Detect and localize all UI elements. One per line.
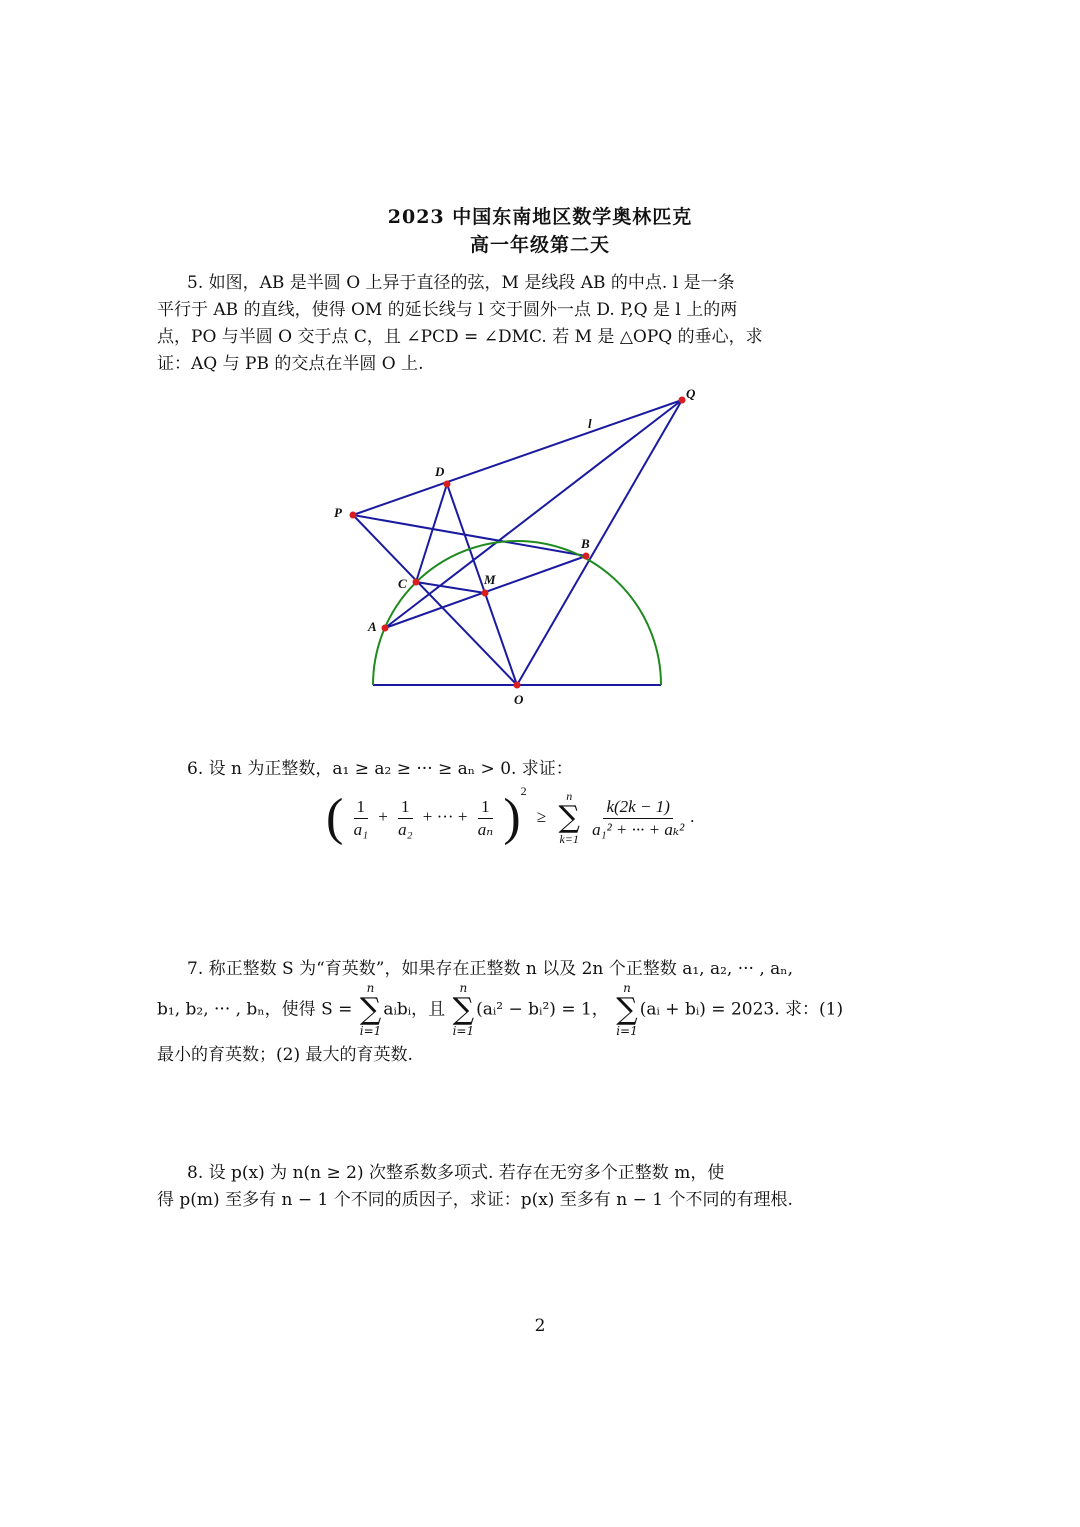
dots-sign: + ··· + <box>422 806 468 826</box>
fraction-numerator: 1 <box>398 796 413 819</box>
label-l: l <box>588 416 592 431</box>
sum-sign: ∑ <box>616 992 638 1027</box>
problem-7-line-1: 7. 称正整数 S 为“育英数”，如果存在正整数 n 以及 2n 个正整数 a₁, a₂, ··· , aₙ, <box>187 959 794 979</box>
fraction-numerator: k(2k − 1) <box>603 796 672 819</box>
problem-5-line-2: 平行于 AB 的直线，使得 OM 的延长线与 l 交于圆外一点 D. P,Q 是 l 上的两 <box>157 300 738 320</box>
right-paren: ) <box>503 789 521 846</box>
sum-sign: ∑ <box>558 800 580 835</box>
sum-lower-limit: i=1 <box>359 1024 382 1038</box>
summation-i-1 <box>360 982 382 1038</box>
problem-7-line-3 <box>157 1042 879 1069</box>
point-O <box>514 682 521 689</box>
sum-sign: ∑ <box>359 992 382 1027</box>
problem-7-text <box>157 956 879 983</box>
problem-6-intro <box>157 756 879 783</box>
fraction-1-over-a2 <box>395 796 415 841</box>
sum-upper-limit: n <box>623 981 631 995</box>
fraction-1-over-an <box>475 796 496 841</box>
left-paren: ( <box>326 789 344 846</box>
fraction-denominator: aₙ <box>477 819 494 839</box>
period: . <box>690 806 695 826</box>
point-Q <box>679 397 686 404</box>
problem-8-text <box>157 1160 879 1214</box>
problem-7-line-2 <box>157 982 879 1038</box>
point-D <box>444 481 451 488</box>
document-title: 2023 中国东南地区数学奥林匹克 <box>387 206 693 228</box>
square-exponent: 2 <box>520 784 527 799</box>
line-2-term-3: (aᵢ + bᵢ) = 2023. 求：(1) <box>639 999 844 1020</box>
fraction-numerator: 1 <box>354 796 369 819</box>
line-2-term-1: aᵢbᵢ，且 <box>383 999 446 1020</box>
point-B <box>583 553 590 560</box>
sum-upper-limit: n <box>459 981 468 995</box>
page-number: 2 <box>534 1316 546 1336</box>
line-2-part-1: b₁, b₂, ··· , bₙ，使得 S = <box>157 999 353 1020</box>
sum-upper-limit: n <box>566 789 573 803</box>
fraction-1-over-a1 <box>351 796 371 841</box>
geq-sign: ≥ <box>536 806 547 826</box>
fraction-denominator: a₁ <box>353 819 368 839</box>
point-M <box>482 590 489 597</box>
summation-i-2 <box>453 982 475 1038</box>
label-C: C <box>398 576 407 591</box>
fraction-denominator: a₁² + ··· + aₖ² <box>592 819 685 839</box>
line-2-term-2: (aᵢ² − bᵢ²) = 1， <box>476 999 609 1020</box>
fraction-rhs <box>589 796 687 841</box>
summation-i-3 <box>616 982 638 1038</box>
point-C <box>413 579 420 586</box>
sum-upper-limit: n <box>366 981 375 995</box>
problem-5-line-3: 点，PO 与半圆 O 交于点 C，且 ∠PCD = ∠DMC. 若 M 是 △OPQ 的垂心，求 <box>157 327 763 347</box>
label-P: P <box>334 505 342 520</box>
document-subtitle: 高一年级第二天 <box>469 234 610 256</box>
label-D: D <box>435 464 445 479</box>
label-Q: Q <box>686 386 696 401</box>
label-M: M <box>484 572 496 587</box>
problem-8-line-1: 8. 设 p(x) 为 n(n ≥ 2) 次整系数多项式. 若存在无穷多个正整数 m，使 <box>187 1163 725 1183</box>
sum-sign: ∑ <box>452 992 475 1027</box>
summation-k <box>559 790 580 846</box>
point-A <box>382 625 389 632</box>
fraction-denominator: a₂ <box>398 819 413 839</box>
problem-5-figure <box>320 378 696 708</box>
problem-7-line-3-text: 最小的育英数；(2) 最大的育英数. <box>157 1045 413 1065</box>
semicircle-arc <box>373 541 661 685</box>
sum-lower-limit: k=1 <box>559 832 579 846</box>
problem-6-formula <box>326 784 695 846</box>
problem-6-intro-text: 6. 设 n 为正整数，a₁ ≥ a₂ ≥ ··· ≥ aₙ > 0. 求证： <box>187 759 573 779</box>
sum-lower-limit: i=1 <box>452 1024 475 1038</box>
label-A: A <box>368 619 377 634</box>
fraction-numerator: 1 <box>478 796 493 819</box>
line-l-PQ <box>353 400 682 515</box>
point-P <box>350 512 357 519</box>
problem-8-line-2: 得 p(m) 至多有 n − 1 个不同的质因子，求证：p(x) 至多有 n − 1 个不同的有理根. <box>157 1190 793 1210</box>
label-O: O <box>514 692 524 707</box>
sum-lower-limit: i=1 <box>616 1024 638 1038</box>
segment-DC <box>416 484 447 582</box>
segment-QA <box>385 400 682 628</box>
problem-5-line-4: 证：AQ 与 PB 的交点在半圆 O 上. <box>157 354 424 374</box>
problem-5-line-1: 5. 如图，AB 是半圆 O 上异于直径的弦，M 是线段 AB 的中点. l 是一条 <box>187 273 735 293</box>
problem-5-text <box>157 270 879 378</box>
plus-sign: + <box>378 806 388 826</box>
label-B: B <box>581 536 590 551</box>
